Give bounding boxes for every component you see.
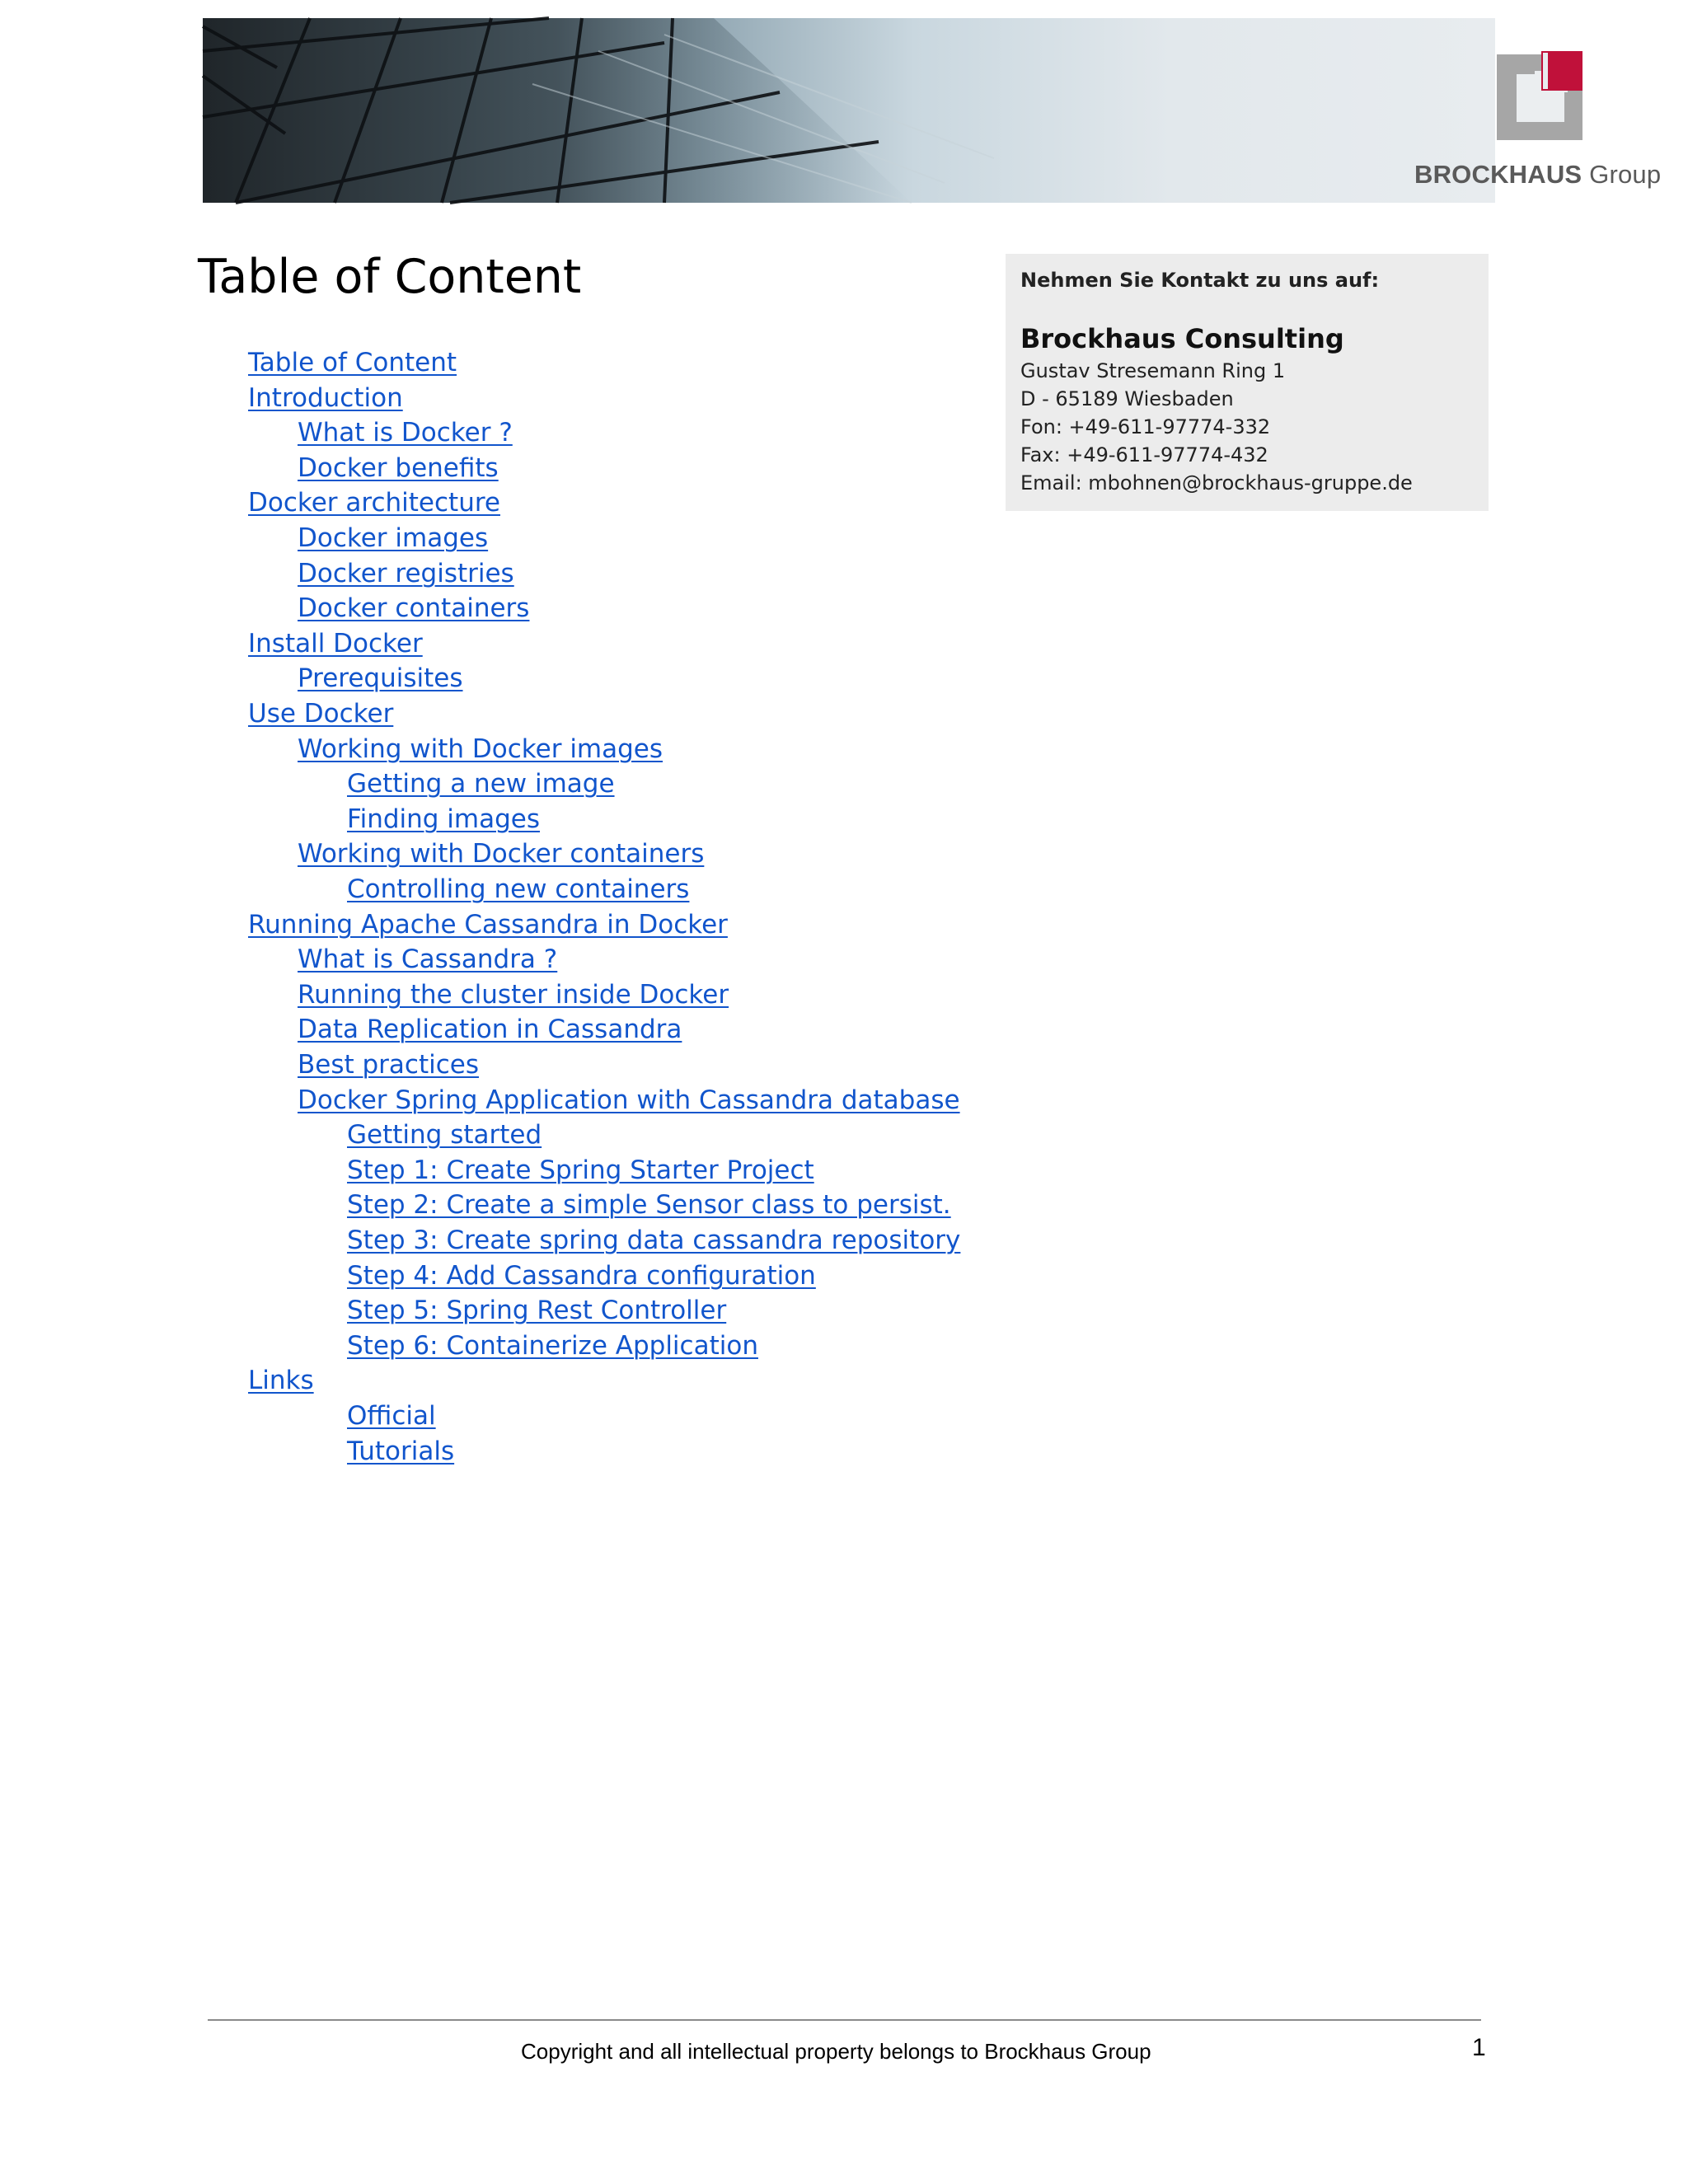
toc-link[interactable]: Best practices [298, 1050, 479, 1080]
toc-entry [298, 662, 463, 695]
toc-entry [347, 1259, 816, 1292]
toc-entry [347, 1435, 454, 1468]
page-number: 1 [1472, 2034, 1486, 2061]
toc-entry [248, 697, 393, 730]
toc-entry [347, 1399, 436, 1432]
toc-entry [347, 1154, 814, 1187]
footer-divider [208, 2019, 1481, 2021]
toc-entry [298, 837, 704, 870]
toc-entry [298, 733, 663, 766]
logo-brand-text: BROCKHAUS [1414, 160, 1582, 189]
logo-wordmark [1414, 160, 1661, 190]
toc-entry [298, 452, 499, 485]
toc-link[interactable]: Running Apache Cassandra in Docker [248, 910, 728, 940]
header-banner [203, 18, 1662, 203]
toc-entry [248, 486, 500, 519]
toc-entry [347, 1294, 726, 1327]
toc-link[interactable]: Docker architecture [248, 488, 500, 518]
toc-link[interactable]: Getting a new image [347, 769, 615, 799]
toc-link[interactable]: Step 5: Spring Rest Controller [347, 1296, 727, 1325]
toc-link[interactable]: Official [347, 1401, 436, 1431]
contact-box [1006, 254, 1489, 511]
contact-email: Email: mbohnen@brockhaus-gruppe.de [1020, 471, 1413, 494]
toc-link[interactable]: Docker registries [298, 559, 514, 588]
toc-entry [248, 346, 457, 379]
toc-link[interactable]: Working with Docker containers [298, 839, 705, 869]
toc-link[interactable]: Table of Content [248, 348, 457, 377]
toc-link[interactable]: Step 1: Create Spring Starter Project [347, 1155, 814, 1185]
toc-entry [248, 627, 423, 660]
toc-entry [298, 1048, 479, 1081]
toc-link[interactable]: Tutorials [347, 1436, 455, 1466]
toc-entry [248, 382, 403, 415]
toc-link[interactable]: Controlling new containers [347, 874, 690, 904]
toc-entry [347, 767, 615, 800]
toc-entry [347, 873, 689, 906]
toc-link[interactable]: Install Docker [248, 629, 423, 658]
toc-link[interactable]: What is Docker ? [298, 418, 513, 448]
contact-fax: Fax: +49-611-97774-432 [1020, 443, 1268, 466]
toc-link[interactable]: Docker containers [298, 593, 530, 623]
contact-heading: Nehmen Sie Kontakt zu uns auf: [1020, 269, 1380, 292]
logo-group-text: Group [1589, 160, 1662, 189]
brockhaus-logo [1292, 51, 1662, 199]
toc-entry [347, 1188, 951, 1221]
contact-city: D - 65189 Wiesbaden [1020, 387, 1234, 410]
contact-phone: Fon: +49-611-97774-332 [1020, 415, 1271, 438]
toc-entry [248, 1364, 314, 1397]
toc-entry [347, 1224, 960, 1257]
toc-link[interactable]: Docker benefits [298, 453, 499, 483]
toc-entry [298, 1013, 682, 1046]
toc-link[interactable]: Use Docker [248, 699, 394, 729]
toc-link[interactable]: Step 3: Create spring data cassandra repository [347, 1226, 961, 1255]
toc-entry [298, 416, 513, 449]
toc-entry [347, 803, 540, 836]
toc-link[interactable]: Introduction [248, 383, 403, 413]
toc-link[interactable]: Data Replication in Cassandra [298, 1015, 682, 1044]
toc-link[interactable]: Prerequisites [298, 663, 463, 693]
toc-entry [298, 592, 529, 625]
toc-link[interactable]: Finding images [347, 804, 541, 834]
toc-entry [347, 1329, 758, 1362]
toc-entry [298, 522, 488, 555]
contact-company: Brockhaus Consulting [1020, 323, 1344, 354]
footer-copyright: Copyright and all intellectual property belongs to Brockhaus Group [521, 2039, 1151, 2064]
toc-link[interactable]: Docker Spring Application with Cassandra database [298, 1085, 960, 1115]
toc-link[interactable]: Getting started [347, 1120, 542, 1150]
toc-link[interactable]: Working with Docker images [298, 734, 663, 764]
brockhaus-logo-icon [1497, 51, 1587, 142]
toc-link[interactable]: Links [248, 1366, 314, 1395]
toc-link[interactable]: Step 6: Containerize Application [347, 1331, 758, 1361]
toc-entry [298, 978, 729, 1011]
toc-link[interactable]: Step 2: Create a simple Sensor class to persist. [347, 1190, 951, 1220]
page-title: Table of Content [198, 250, 582, 304]
contact-street: Gustav Stresemann Ring 1 [1020, 359, 1286, 382]
toc-entry [298, 557, 514, 590]
toc-link[interactable]: Running the cluster inside Docker [298, 980, 729, 1010]
toc-link[interactable]: Step 4: Add Cassandra configuration [347, 1261, 816, 1291]
toc-entry [347, 1118, 542, 1151]
toc-link[interactable]: What is Cassandra ? [298, 944, 558, 974]
toc-entry [298, 943, 557, 976]
toc-entry [298, 1084, 960, 1117]
toc-entry [248, 908, 728, 941]
toc-link[interactable]: Docker images [298, 523, 489, 553]
